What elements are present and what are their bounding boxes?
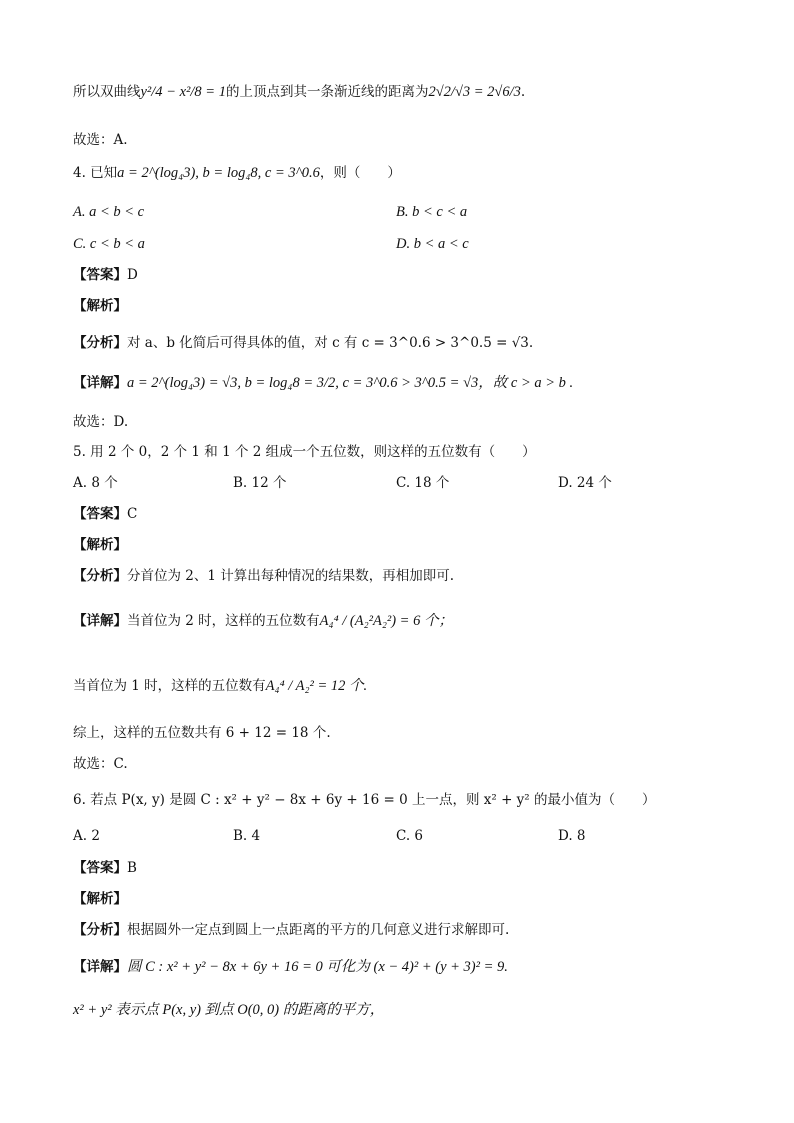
answer-label: 【答案】 [73,506,127,522]
option-d: D. 24 个 [558,475,612,491]
choice-line: 故选：C. [73,756,128,772]
xiangjie-label: 【详解】 [73,375,127,391]
choice-line: 故选：D. [73,414,129,430]
question-5-stem: 5. 用 2 个 0，2 个 1 和 1 个 2 组成一个五位数，则这样的五位数有（ ） [73,444,536,460]
option-a: A. a < b < c [73,204,145,220]
answer-line [73,858,137,878]
xiangjie-text: 圆 C : x² + y² − 8x + 6y + 16 = 0 可化为 (x − 4)² + (y + 3)² = 9. [127,959,508,975]
fenxi-label: 【分析】 [73,568,127,584]
permutation-formula: A₄⁴ / A₂² = 12 个. [265,678,368,694]
option-b: B. 12 个 [233,475,287,491]
case-line [73,676,367,696]
analysis-fenxi [73,920,509,940]
option-b: B. b < c < a [396,204,468,220]
answer-value: B [127,860,137,876]
option-c: C. c < b < a [73,236,145,252]
fenxi-text: 对 a、b 化简后可得具体的值，对 c 有 c = 3^0.6 > 3^0.5 = √3. [127,335,534,351]
analysis-label: 【解析】 [73,298,127,314]
text-segment: 的上顶点到其一条渐近线的距离为 [225,84,429,100]
analysis-fenxi [73,566,454,586]
question-tail: ，则（ ） [319,165,401,181]
fenxi-text: 分首位为 2、1 计算出每种情况的结果数，再相加即可. [127,568,455,584]
fenxi-label: 【分析】 [73,922,127,938]
choice-line: 故选：A. [73,132,128,148]
option-a: A. 8 个 [73,475,118,491]
question-4-stem [73,163,401,183]
distance-value: 2√2/√3 = 2√6/3 [428,84,521,100]
option-c: C. 18 个 [396,475,450,491]
hyperbola-distance-line [73,82,525,102]
option-c: C. 6 [396,828,424,844]
analysis-fenxi [73,333,533,353]
answer-value: C [127,506,138,522]
option-b: B. 4 [233,828,261,844]
xiangjie-text: 当首位为 2 时，这样的五位数有 [127,613,320,629]
option-d: D. 8 [558,828,586,844]
fenxi-text: 根据圆外一定点到圆上一点距离的平方的几何意义进行求解即可. [127,922,510,938]
xiangjie-label: 【详解】 [73,613,127,629]
text-segment: 所以双曲线 [73,84,141,100]
question-6-stem: 6. 若点 P(x, y) 是圆 C : x² + y² − 8x + 6y + 16 = 0 上一点，则 x² + y² 的最小值为（ ） [73,792,656,808]
option-a: A. 2 [73,828,100,844]
analysis-label: 【解析】 [73,891,127,907]
answer-label: 【答案】 [73,267,127,283]
distance-meaning-line: x² + y² 表示点 P(x, y) 到点 O(0, 0) 的距离的平方， [73,1002,385,1018]
option-d: D. b < a < c [396,236,469,252]
xiangjie-text: a = 2^(log₄3) = √3, b = log₄8 = 3/2, c = 3^0.6 > 3^0.5 = √3，故 c > a > b . [127,375,574,391]
summary-line: 综上，这样的五位数共有 6 + 12 = 18 个. [73,725,331,741]
analysis-xiangjie [73,957,508,977]
answer-label: 【答案】 [73,860,127,876]
analysis-xiangjie [73,373,573,393]
answer-line [73,265,138,285]
hyperbola-equation: y²/4 − x²/8 = 1 [140,84,226,100]
fenxi-label: 【分析】 [73,335,127,351]
analysis-xiangjie [73,611,453,631]
xiangjie-label: 【详解】 [73,959,127,975]
text-segment: . [520,84,526,100]
question-4-math: a = 2^(log₄3), b = log₄8, c = 3^0.6 [117,165,320,181]
analysis-label: 【解析】 [73,537,127,553]
question-number: 4. 已知 [73,165,118,181]
permutation-formula: A₄⁴ / (A₂²A₂²) = 6 个； [319,613,453,629]
case-text: 当首位为 1 时，这样的五位数有 [73,678,266,694]
answer-line [73,504,137,524]
answer-value: D [127,267,138,283]
